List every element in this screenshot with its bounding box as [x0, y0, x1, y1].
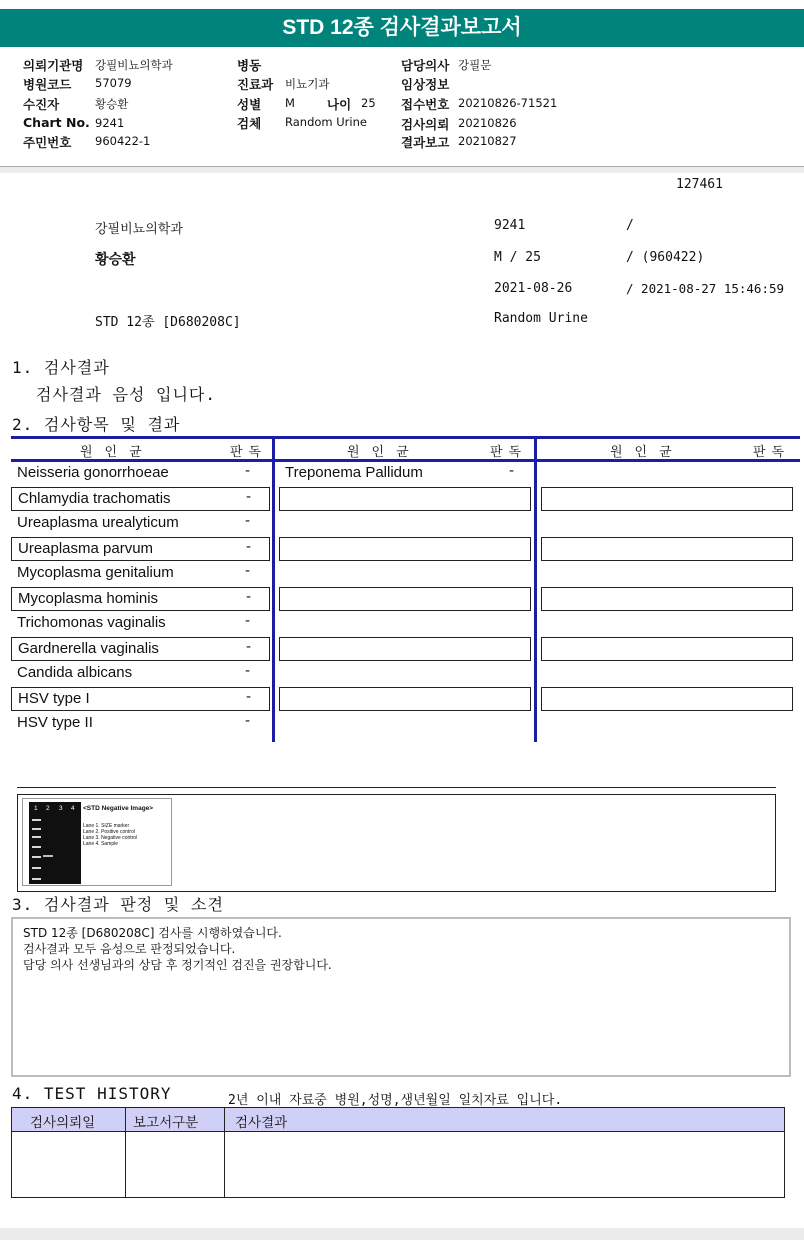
- empty-result-row: [279, 687, 531, 711]
- footer-band: [0, 1228, 804, 1240]
- opinion-line: STD 12종 [D680208C] 검사를 시행하였습니다.: [23, 926, 282, 940]
- col2-pathogen-header: 원인균: [347, 445, 421, 460]
- section1-heading: 1. 검사결과: [12, 358, 110, 377]
- report-date-label: 결과보고: [401, 135, 450, 150]
- marker-band: [32, 878, 41, 880]
- section1-summary: 검사결과 음성 입니다.: [36, 385, 217, 404]
- gel-legend-line: Lane 3. Negative control: [83, 835, 138, 841]
- grid-divider-2: [534, 436, 537, 742]
- lane-number: 4: [71, 805, 75, 812]
- col3-pathogen-header: 원인균: [610, 445, 684, 460]
- gel-legend-line: Lane 1. SIZE marker: [83, 823, 130, 829]
- report-title: STD 12종 검사결과보고서: [0, 9, 804, 47]
- report-date-value: 20210827: [458, 134, 517, 148]
- doc-collect-date: 2021-08-26: [494, 281, 573, 296]
- pathogen-name: Mycoplasma genitalium: [17, 564, 174, 581]
- history-table: [11, 1107, 785, 1198]
- pathogen-result: -: [246, 689, 252, 705]
- pathogen-result: -: [245, 463, 251, 479]
- marker-band: [32, 819, 41, 821]
- empty-result-row: [541, 637, 793, 661]
- age-value: 25: [361, 96, 376, 110]
- marker-band: [32, 836, 41, 838]
- pathogen-name: Mycoplasma hominis: [18, 590, 159, 607]
- header-separator: [0, 167, 804, 173]
- receipt-no-value: 20210826-71521: [458, 96, 558, 110]
- sex-value: M: [285, 96, 295, 110]
- empty-result-row: [541, 687, 793, 711]
- doctor-label: 담당의사: [401, 58, 450, 73]
- empty-result-row: [279, 637, 531, 661]
- pathogen-name: HSV type I: [18, 690, 90, 707]
- col3-result-header: 판독: [753, 445, 791, 460]
- age-label: 나이: [327, 97, 352, 112]
- institution-value: 강필비뇨의학과: [95, 58, 173, 72]
- doc-slash: /: [626, 218, 634, 233]
- section3-heading: 3. 검사결과 판정 및 소견: [12, 895, 224, 914]
- empty-result-row: [279, 587, 531, 611]
- pathogen-result: -: [245, 563, 251, 579]
- history-col-report-type: 보고서구분: [133, 1115, 199, 1131]
- receipt-no-label: 접수번호: [401, 97, 450, 112]
- result-row: [11, 662, 270, 686]
- patient-label: 수진자: [23, 97, 60, 112]
- pathogen-result: -: [245, 663, 251, 679]
- doc-specimen: Random Urine: [494, 311, 588, 326]
- department-value: 비뇨기과: [285, 77, 330, 91]
- result-row: [11, 587, 270, 611]
- positive-control-band: [43, 855, 53, 857]
- request-date-value: 20210826: [458, 116, 517, 130]
- gel-electrophoresis-image: [29, 802, 81, 884]
- section2-heading: 2. 검사항목 및 결과: [12, 415, 181, 434]
- pathogen-name: Candida albicans: [17, 664, 133, 681]
- lane-number: 1: [34, 805, 38, 812]
- doc-clinic: 강필비뇨의학과: [95, 222, 183, 237]
- resident-no-value: 960422-1: [95, 134, 151, 148]
- history-col-divider: [125, 1108, 126, 1197]
- specimen-value: Random Urine: [285, 115, 367, 129]
- department-label: 진료과: [237, 77, 274, 92]
- specimen-label: 검체: [237, 116, 262, 131]
- pathogen-result: -: [246, 639, 252, 655]
- doc-birth: / (960422): [626, 250, 705, 265]
- clinical-info-label: 임상정보: [401, 77, 450, 92]
- col2-header: [347, 441, 537, 458]
- hospital-code-label: 병원코드: [23, 77, 72, 92]
- grid-top-rule: [11, 436, 800, 439]
- pathogen-name: Treponema Pallidum: [285, 464, 423, 481]
- col1-result-header: 판독: [230, 445, 268, 460]
- doc-report-datetime: / 2021-08-27 15:46:59: [626, 281, 785, 296]
- opinion-line: 검사결과 모두 음성으로 판정되었습니다.: [23, 942, 236, 956]
- history-col-request-date: 검사의뢰일: [30, 1115, 96, 1131]
- lane-number: 3: [59, 805, 63, 812]
- gel-legend-line: Lane 4. Sample: [83, 841, 119, 847]
- result-row: [279, 462, 531, 486]
- empty-result-row: [541, 487, 793, 511]
- institution-label: 의뢰기관명: [23, 58, 84, 73]
- doc-serial: 127461: [676, 177, 723, 192]
- result-row: [11, 712, 270, 736]
- pathogen-name: Ureaplasma parvum: [18, 540, 154, 557]
- lane-number: 2: [46, 805, 50, 812]
- result-row: [11, 537, 270, 561]
- history-note: 2년 이내 자료중 병원,성명,생년월일 일치자료 입니다.: [228, 1093, 563, 1108]
- pathogen-result: -: [245, 513, 251, 529]
- gel-legend-line: Lane 2. Positive control: [83, 829, 135, 835]
- pathogen-result: -: [246, 589, 252, 605]
- col2-result-header: 판독: [490, 445, 528, 460]
- empty-result-row: [279, 537, 531, 561]
- opinion-box: [11, 917, 791, 1077]
- marker-band: [32, 846, 41, 848]
- doc-patient-name: 황승환: [95, 252, 136, 268]
- history-col-result: 검사결과: [235, 1115, 288, 1131]
- grid-divider-1: [272, 436, 275, 742]
- result-row: [11, 687, 270, 711]
- pathogen-result: -: [246, 539, 252, 555]
- doc-sex-age: M / 25: [494, 250, 541, 265]
- result-row: [11, 512, 270, 536]
- col3-header: [610, 441, 800, 458]
- empty-result-row: [541, 537, 793, 561]
- history-header-row: [12, 1108, 784, 1132]
- chart-no-value: 9241: [95, 116, 125, 130]
- pathogen-result: -: [245, 713, 251, 729]
- marker-band: [32, 856, 41, 858]
- chart-no-label: Chart No.: [23, 115, 90, 130]
- pathogen-name: Ureaplasma urealyticum: [17, 514, 179, 531]
- pathogen-name: Chlamydia trachomatis: [18, 490, 171, 507]
- result-row: [11, 487, 270, 511]
- empty-result-row: [541, 587, 793, 611]
- result-row: [11, 462, 270, 486]
- doc-chart: 9241: [494, 218, 526, 233]
- gel-caption: <STD Negative Image>: [83, 805, 154, 812]
- doc-test-name: STD 12종 [D680208C]: [95, 315, 241, 330]
- result-row: [11, 562, 270, 586]
- pathogen-result: -: [509, 463, 515, 479]
- section4-heading: 4. TEST HISTORY: [12, 1084, 172, 1103]
- pathogen-name: HSV type II: [17, 714, 93, 731]
- patient-value: 황승환: [95, 97, 129, 111]
- doctor-value: 강필문: [458, 58, 492, 72]
- pathogen-result: -: [246, 489, 252, 505]
- gel-image: [22, 798, 172, 886]
- col1-pathogen-header: 원인균: [80, 445, 154, 460]
- pathogen-name: Gardnerella vaginalis: [18, 640, 159, 657]
- ward-label: 병동: [237, 58, 262, 73]
- image-divider: [17, 787, 776, 788]
- col1-header: [80, 441, 270, 458]
- resident-no-label: 주민번호: [23, 135, 72, 150]
- request-date-label: 검사의뢰: [401, 117, 450, 132]
- history-col-divider: [224, 1108, 225, 1197]
- empty-result-row: [279, 487, 531, 511]
- sex-label: 성별: [237, 97, 262, 112]
- header-info: [0, 55, 804, 167]
- result-row: [11, 637, 270, 661]
- pathogen-result: -: [245, 613, 251, 629]
- pathogen-name: Trichomonas vaginalis: [17, 614, 166, 631]
- marker-band: [32, 867, 41, 869]
- gel-image-frame: [17, 794, 776, 892]
- opinion-line: 담당 의사 선생님과의 상담 후 정기적인 검진을 권장합니다.: [23, 958, 332, 972]
- hospital-code-value: 57079: [95, 76, 132, 90]
- result-row: [11, 612, 270, 636]
- pathogen-name: Neisseria gonorrhoeae: [17, 464, 169, 481]
- marker-band: [32, 828, 41, 830]
